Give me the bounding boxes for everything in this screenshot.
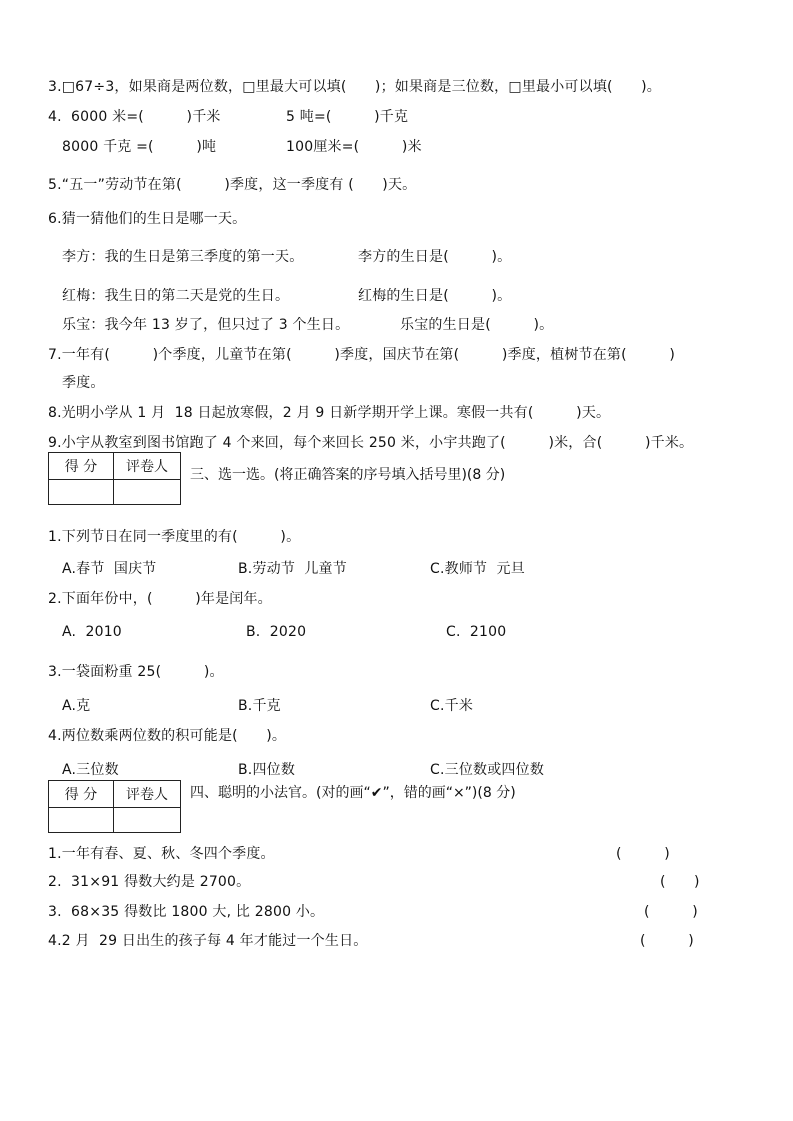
judge-statement-1: 1.一年有春、夏、秋、冬四个季度。 — [48, 846, 275, 862]
question-5: 5.“五一”劳动节在第( )季度，这一季度有 ( )天。 — [48, 177, 417, 193]
question-6-hongmei-statement: 红梅：我生日的第二天是党的生日。 — [62, 288, 290, 304]
choice-2-option-a: A. 2010 — [62, 624, 122, 640]
score-cell[interactable] — [49, 808, 114, 833]
judge-statement-3: 3. 68×35 得数比 1800 大, 比 2800 小。 — [48, 904, 325, 920]
question-9: 9.小宇从教室到图书馆跑了 4 个来回，每个来回长 250 米，小宇共跑了( )米，合( )千米。 — [48, 435, 694, 451]
choice-2-option-b: B. 2020 — [246, 624, 307, 640]
score-cell[interactable] — [49, 480, 114, 505]
question-6-lifang-answer: 李方的生日是( )。 — [358, 249, 512, 265]
question-7: 7.一年有( )个季度，儿童节在第( )季度，国庆节在第( )季度，植树节在第( ) — [48, 347, 676, 363]
grader-label: 评卷人 — [114, 781, 181, 808]
question-6-lifang-statement: 李方：我的生日是第三季度的第一天。 — [62, 249, 304, 265]
question-8: 8.光明小学从 1 月 18 日起放寒假，2 月 9 日新学期开学上课。寒假一共有( )天。 — [48, 405, 611, 421]
choice-4-option-b: B.四位数 — [238, 762, 296, 778]
grader-label: 评卷人 — [114, 453, 181, 480]
question-4-ton: 8000 千克 =( )吨 — [62, 139, 217, 155]
choice-3-option-b: B.千克 — [238, 698, 281, 714]
choice-1-option-a: A.春节 国庆节 — [62, 561, 157, 577]
choice-4-option-a: A.三位数 — [62, 762, 119, 778]
question-6-hongmei-answer: 红梅的生日是( )。 — [358, 288, 512, 304]
choice-question-2: 2.下面年份中，( )年是闰年。 — [48, 591, 272, 607]
score-box-section-3 — [48, 452, 181, 505]
score-box-section-4 — [48, 780, 181, 833]
grader-cell[interactable] — [114, 480, 181, 505]
section-4-title: 四、聪明的小法官。(对的画“✔”，错的画“×”)(8 分) — [190, 785, 516, 801]
question-7-continued: 季度。 — [62, 375, 105, 391]
section-3-title: 三、选一选。(将正确答案的序号填入括号里)(8 分) — [190, 467, 506, 483]
judge-answer-4[interactable]: ( ) — [640, 933, 694, 949]
judge-answer-1[interactable]: ( ) — [616, 846, 670, 862]
judge-answer-2[interactable]: ( ) — [660, 874, 700, 890]
question-6-lebao-statement: 乐宝：我今年 13 岁了，但只过了 3 个生日。 — [62, 317, 350, 333]
score-label: 得 分 — [49, 781, 114, 808]
question-6: 6.猜一猜他们的生日是哪一天。 — [48, 211, 247, 227]
choice-1-option-b: B.劳动节 儿童节 — [238, 561, 347, 577]
choice-3-option-a: A.克 — [62, 698, 91, 714]
score-label: 得 分 — [49, 453, 114, 480]
question-4-kg: 5 吨=( )千克 — [286, 109, 409, 125]
choice-question-4: 4.两位数乘两位数的积可能是( )。 — [48, 728, 287, 744]
question-4-m: 100厘米=( )米 — [286, 139, 422, 155]
choice-3-option-c: C.千米 — [430, 698, 474, 714]
choice-4-option-c: C.三位数或四位数 — [430, 762, 545, 778]
judge-answer-3[interactable]: ( ) — [644, 904, 698, 920]
choice-question-1: 1.下列节日在同一季度里的有( )。 — [48, 529, 301, 545]
choice-question-3: 3.一袋面粉重 25( )。 — [48, 664, 224, 680]
question-3: 3.□67÷3，如果商是两位数，□里最大可以填( )；如果商是三位数，□里最小可以填( )。 — [48, 79, 661, 95]
question-4-km: 4. 6000 米=( )千米 — [48, 109, 221, 125]
choice-1-option-c: C.教师节 元旦 — [430, 561, 525, 577]
judge-statement-2: 2. 31×91 得数大约是 2700。 — [48, 874, 251, 890]
grader-cell[interactable] — [114, 808, 181, 833]
question-6-lebao-answer: 乐宝的生日是( )。 — [400, 317, 554, 333]
choice-2-option-c: C. 2100 — [446, 624, 507, 640]
judge-statement-4: 4.2 月 29 日出生的孩子每 4 年才能过一个生日。 — [48, 933, 368, 949]
